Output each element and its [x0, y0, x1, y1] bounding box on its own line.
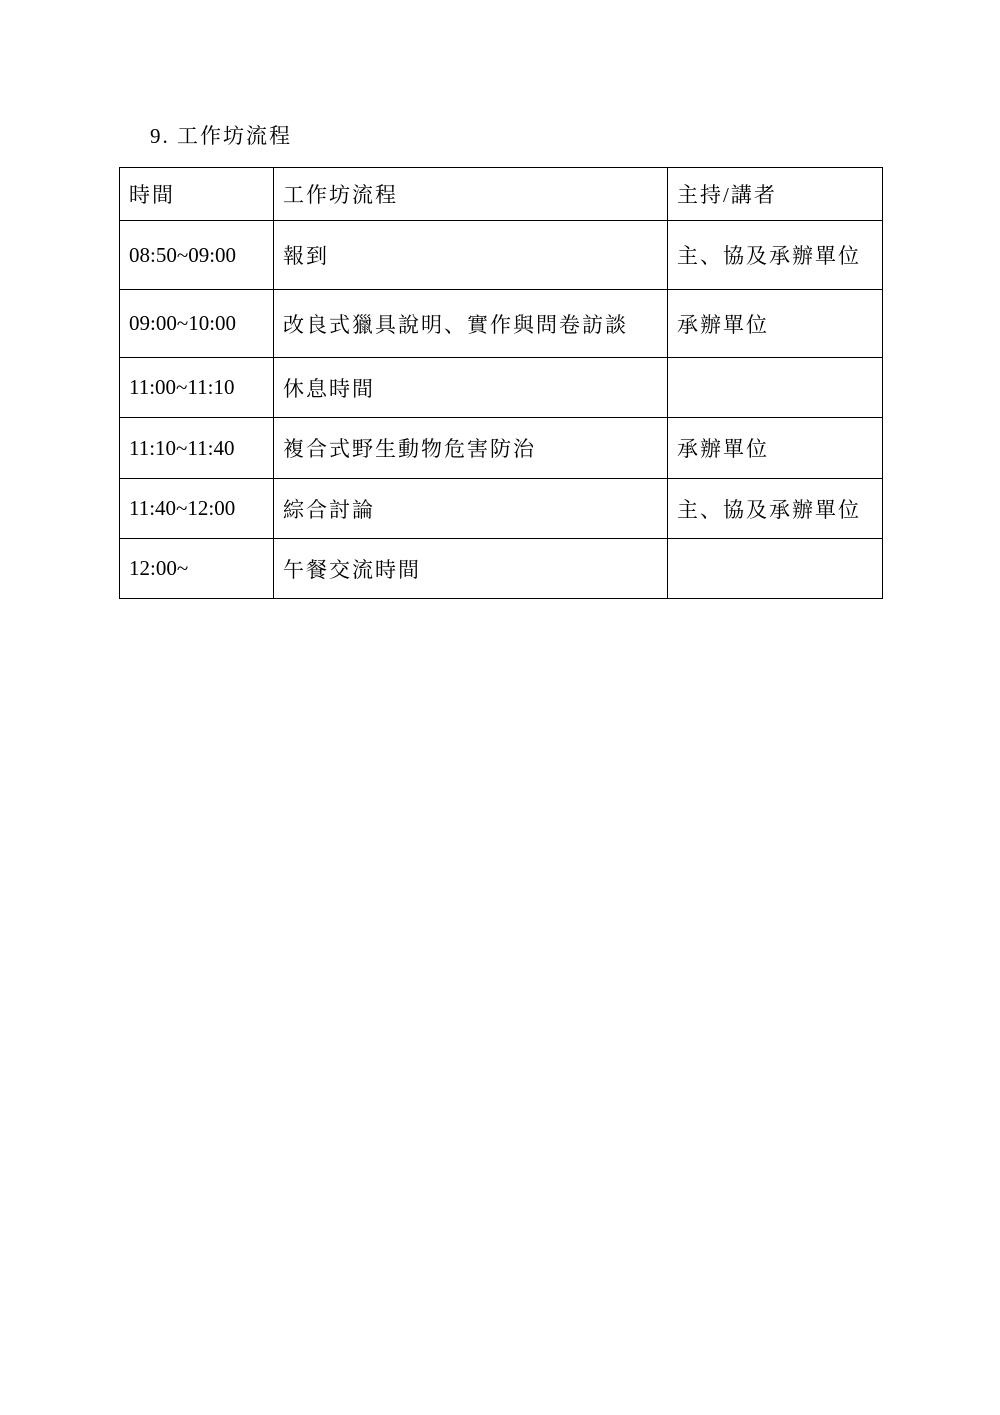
agenda-cell: 綜合討論 [274, 479, 668, 539]
agenda-cell: 複合式野生動物危害防治 [274, 418, 668, 479]
table-row [120, 290, 883, 358]
time-cell: 11:40~12:00 [120, 479, 274, 539]
table-row [120, 539, 883, 599]
time-cell: 09:00~10:00 [120, 290, 274, 358]
workshop-schedule-table [119, 167, 883, 599]
agenda-cell: 改良式獵具說明、實作與問卷訪談 [274, 290, 668, 358]
agenda-cell: 報到 [274, 221, 668, 290]
host-cell: 承辦單位 [668, 290, 883, 358]
host-cell: 主、協及承辦單位 [668, 221, 883, 290]
table-row [120, 221, 883, 290]
agenda-cell: 休息時間 [274, 358, 668, 418]
host-cell: 主、協及承辦單位 [668, 479, 883, 539]
time-cell: 08:50~09:00 [120, 221, 274, 290]
section-number: 9. [150, 124, 170, 148]
table-row [120, 479, 883, 539]
host-cell: 承辦單位 [668, 418, 883, 479]
time-cell: 11:00~11:10 [120, 358, 274, 418]
table-header-row [120, 168, 883, 221]
table-row [120, 358, 883, 418]
section-heading [150, 120, 292, 152]
table-row [120, 418, 883, 479]
host-cell [668, 358, 883, 418]
section-title: 工作坊流程 [177, 124, 292, 148]
header-agenda: 工作坊流程 [274, 168, 668, 221]
agenda-cell: 午餐交流時間 [274, 539, 668, 599]
time-cell: 12:00~ [120, 539, 274, 599]
header-time: 時間 [120, 168, 274, 221]
header-host: 主持/講者 [668, 168, 883, 221]
time-cell: 11:10~11:40 [120, 418, 274, 479]
host-cell [668, 539, 883, 599]
